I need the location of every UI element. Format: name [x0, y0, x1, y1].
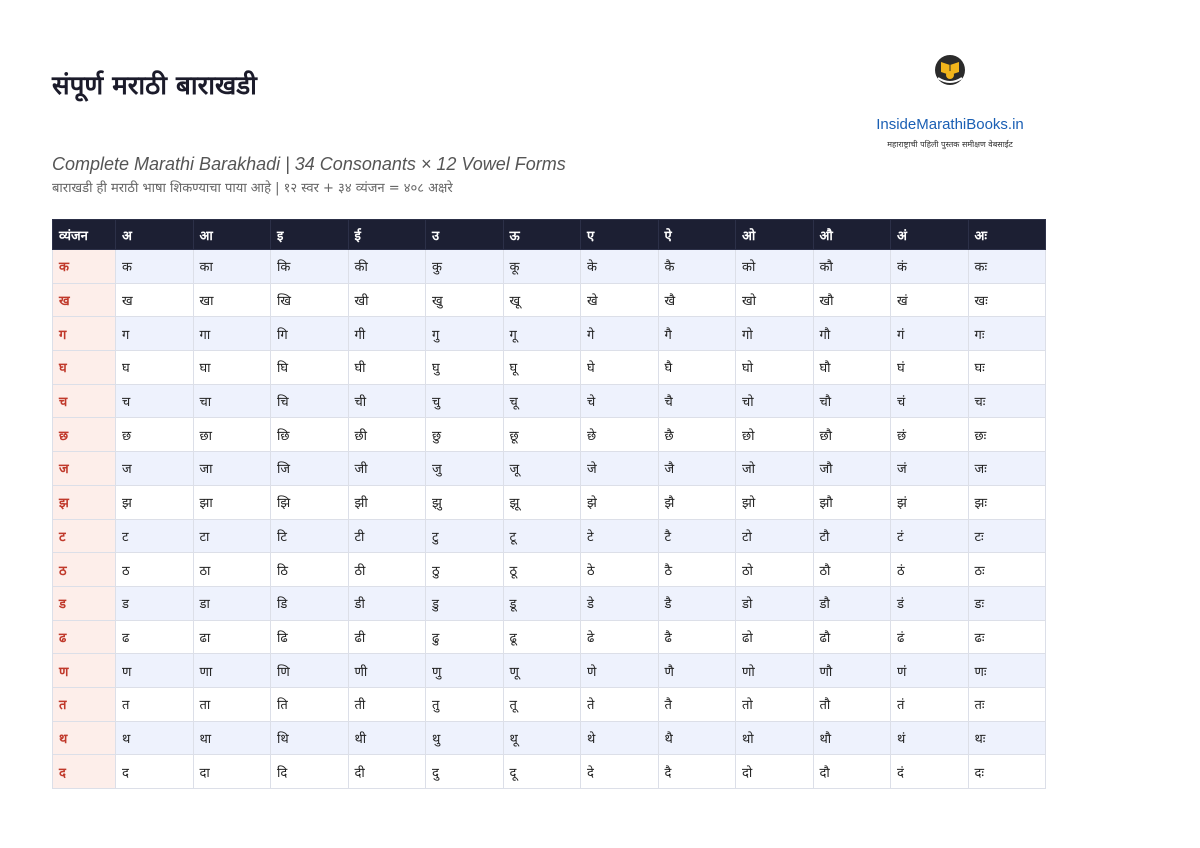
syllable-cell: ठो — [736, 553, 814, 587]
syllable-cell: तौ — [813, 687, 891, 721]
syllable-cell: टौ — [813, 519, 891, 553]
syllable-cell: गि — [271, 317, 349, 351]
consonant-cell: च — [53, 384, 116, 418]
consonant-cell: छ — [53, 418, 116, 452]
header-vowel: अः — [968, 220, 1046, 250]
syllable-cell: तो — [736, 687, 814, 721]
syllable-cell: णो — [736, 654, 814, 688]
syllable-cell: डा — [193, 586, 271, 620]
syllable-cell: ड — [116, 586, 194, 620]
syllable-cell: द — [116, 755, 194, 789]
syllable-cell: झं — [891, 485, 969, 519]
syllable-cell: खी — [348, 283, 426, 317]
syllable-cell: झू — [503, 485, 581, 519]
syllable-cell: तु — [426, 687, 504, 721]
consonant-cell: ढ — [53, 620, 116, 654]
syllable-cell: दः — [968, 755, 1046, 789]
syllable-cell: ढा — [193, 620, 271, 654]
syllable-cell: डं — [891, 586, 969, 620]
syllable-cell: डी — [348, 586, 426, 620]
table-row — [53, 384, 1046, 418]
header-vowel: ए — [581, 220, 659, 250]
syllable-cell: खु — [426, 283, 504, 317]
syllable-cell: छौ — [813, 418, 891, 452]
table-row — [53, 418, 1046, 452]
syllable-cell: थं — [891, 721, 969, 755]
syllable-cell: टी — [348, 519, 426, 553]
syllable-cell: डु — [426, 586, 504, 620]
syllable-cell: ढु — [426, 620, 504, 654]
syllable-cell: छ — [116, 418, 194, 452]
header-vowel: औ — [813, 220, 891, 250]
syllable-cell: खः — [968, 283, 1046, 317]
syllable-cell: ढी — [348, 620, 426, 654]
syllable-cell: छि — [271, 418, 349, 452]
syllable-cell: घं — [891, 351, 969, 385]
header-vowel: उ — [426, 220, 504, 250]
syllable-cell: कू — [503, 250, 581, 284]
syllable-cell: दि — [271, 755, 349, 789]
table-row — [53, 721, 1046, 755]
syllable-cell: णे — [581, 654, 659, 688]
header-vowel: ऊ — [503, 220, 581, 250]
syllable-cell: ग — [116, 317, 194, 351]
syllable-cell: झी — [348, 485, 426, 519]
syllable-cell: दौ — [813, 755, 891, 789]
syllable-cell: खौ — [813, 283, 891, 317]
syllable-cell: जा — [193, 452, 271, 486]
syllable-cell: चौ — [813, 384, 891, 418]
syllable-cell: टु — [426, 519, 504, 553]
syllable-cell: तै — [658, 687, 736, 721]
syllable-cell: छै — [658, 418, 736, 452]
syllable-cell: टः — [968, 519, 1046, 553]
syllable-cell: घि — [271, 351, 349, 385]
header-vowel: ओ — [736, 220, 814, 250]
syllable-cell: दा — [193, 755, 271, 789]
syllable-cell: डे — [581, 586, 659, 620]
syllable-cell: झु — [426, 485, 504, 519]
syllable-cell: थे — [581, 721, 659, 755]
syllable-cell: टू — [503, 519, 581, 553]
table-header-row — [53, 220, 1046, 250]
syllable-cell: णू — [503, 654, 581, 688]
header-consonant: व्यंजन — [53, 220, 116, 250]
syllable-cell: दै — [658, 755, 736, 789]
syllable-cell: ता — [193, 687, 271, 721]
syllable-cell: जु — [426, 452, 504, 486]
syllable-cell: जौ — [813, 452, 891, 486]
syllable-cell: के — [581, 250, 659, 284]
syllable-cell: त — [116, 687, 194, 721]
syllable-cell: छू — [503, 418, 581, 452]
syllable-cell: ठ — [116, 553, 194, 587]
syllable-cell: गं — [891, 317, 969, 351]
syllable-cell: णौ — [813, 654, 891, 688]
syllable-cell: दो — [736, 755, 814, 789]
syllable-cell: डः — [968, 586, 1046, 620]
syllable-cell: छा — [193, 418, 271, 452]
table-row — [53, 452, 1046, 486]
syllable-cell: ठे — [581, 553, 659, 587]
syllable-cell: डू — [503, 586, 581, 620]
syllable-cell: च — [116, 384, 194, 418]
syllable-cell: णै — [658, 654, 736, 688]
consonant-cell: क — [53, 250, 116, 284]
syllable-cell: जै — [658, 452, 736, 486]
consonant-cell: ज — [53, 452, 116, 486]
syllable-cell: कि — [271, 250, 349, 284]
site-link[interactable]: InsideMarathiBooks.in — [876, 116, 1024, 133]
syllable-cell: ढं — [891, 620, 969, 654]
syllable-cell: जः — [968, 452, 1046, 486]
header-vowel: इ — [271, 220, 349, 250]
syllable-cell: चे — [581, 384, 659, 418]
syllable-cell: थि — [271, 721, 349, 755]
syllable-cell: झि — [271, 485, 349, 519]
consonant-cell: ट — [53, 519, 116, 553]
syllable-cell: णि — [271, 654, 349, 688]
table-row — [53, 586, 1046, 620]
syllable-cell: छु — [426, 418, 504, 452]
syllable-cell: दू — [503, 755, 581, 789]
syllable-cell: छी — [348, 418, 426, 452]
syllable-cell: खू — [503, 283, 581, 317]
barakhadi-table — [52, 219, 1046, 789]
syllable-cell: चि — [271, 384, 349, 418]
consonant-cell: द — [53, 755, 116, 789]
syllable-cell: गै — [658, 317, 736, 351]
syllable-cell: कु — [426, 250, 504, 284]
table-row — [53, 620, 1046, 654]
syllable-cell: ढः — [968, 620, 1046, 654]
syllable-cell: चः — [968, 384, 1046, 418]
syllable-cell: घे — [581, 351, 659, 385]
syllable-cell: खि — [271, 283, 349, 317]
syllable-cell: ख — [116, 283, 194, 317]
english-subtitle: Complete Marathi Barakhadi | 34 Consonants × 12 Vowel Forms — [52, 154, 566, 174]
table-row — [53, 283, 1046, 317]
syllable-cell: था — [193, 721, 271, 755]
syllable-cell: खो — [736, 283, 814, 317]
syllable-cell: ढै — [658, 620, 736, 654]
syllable-cell: कः — [968, 250, 1046, 284]
syllable-cell: णा — [193, 654, 271, 688]
table-row — [53, 755, 1046, 789]
syllable-cell: ढो — [736, 620, 814, 654]
syllable-cell: चं — [891, 384, 969, 418]
header-vowel: आ — [193, 220, 271, 250]
syllable-cell: ढे — [581, 620, 659, 654]
syllable-cell: गे — [581, 317, 659, 351]
syllable-cell: को — [736, 250, 814, 284]
syllable-cell: ती — [348, 687, 426, 721]
consonant-cell: ठ — [53, 553, 116, 587]
syllable-cell: ठं — [891, 553, 969, 587]
consonant-cell: ड — [53, 586, 116, 620]
syllable-cell: ठौ — [813, 553, 891, 587]
syllable-cell: झै — [658, 485, 736, 519]
syllable-cell: गौ — [813, 317, 891, 351]
consonant-cell: झ — [53, 485, 116, 519]
syllable-cell: खे — [581, 283, 659, 317]
consonant-cell: ख — [53, 283, 116, 317]
syllable-cell: ठी — [348, 553, 426, 587]
syllable-cell: ते — [581, 687, 659, 721]
syllable-cell: ठि — [271, 553, 349, 587]
syllable-cell: थै — [658, 721, 736, 755]
syllable-cell: टै — [658, 519, 736, 553]
table-row — [53, 317, 1046, 351]
syllable-cell: ज — [116, 452, 194, 486]
syllable-cell: की — [348, 250, 426, 284]
syllable-cell: थू — [503, 721, 581, 755]
syllable-cell: झा — [193, 485, 271, 519]
syllable-cell: दं — [891, 755, 969, 789]
syllable-cell: डि — [271, 586, 349, 620]
syllable-cell: दु — [426, 755, 504, 789]
syllable-cell: डौ — [813, 586, 891, 620]
syllable-cell: चा — [193, 384, 271, 418]
syllable-cell: कौ — [813, 250, 891, 284]
syllable-cell: चू — [503, 384, 581, 418]
syllable-cell: का — [193, 250, 271, 284]
syllable-cell: ची — [348, 384, 426, 418]
syllable-cell: ढौ — [813, 620, 891, 654]
syllable-cell: छो — [736, 418, 814, 452]
syllable-cell: ठा — [193, 553, 271, 587]
syllable-cell: क — [116, 250, 194, 284]
syllable-cell: ट — [116, 519, 194, 553]
syllable-cell: चु — [426, 384, 504, 418]
syllable-cell: ठु — [426, 553, 504, 587]
syllable-cell: तू — [503, 687, 581, 721]
syllable-cell: घौ — [813, 351, 891, 385]
syllable-cell: घू — [503, 351, 581, 385]
table-row — [53, 519, 1046, 553]
syllable-cell: घः — [968, 351, 1046, 385]
syllable-cell: ण — [116, 654, 194, 688]
syllable-cell: खं — [891, 283, 969, 317]
syllable-cell: घ — [116, 351, 194, 385]
book-reader-logo-icon — [932, 50, 968, 86]
syllable-cell: थ — [116, 721, 194, 755]
syllable-cell: छे — [581, 418, 659, 452]
syllable-cell: चो — [736, 384, 814, 418]
consonant-cell: घ — [53, 351, 116, 385]
brand-block — [860, 50, 1040, 150]
consonant-cell: थ — [53, 721, 116, 755]
page-title: संपूर्ण मराठी बाराखडी — [52, 71, 257, 101]
syllable-cell: थो — [736, 721, 814, 755]
consonant-cell: ग — [53, 317, 116, 351]
site-tagline: महाराष्ट्राची पहिली पुस्तक समीक्षण वेबसाईट — [887, 140, 1013, 149]
table-row — [53, 687, 1046, 721]
syllable-cell: घा — [193, 351, 271, 385]
syllable-cell: गा — [193, 317, 271, 351]
table-row — [53, 654, 1046, 688]
syllable-cell: झ — [116, 485, 194, 519]
syllable-cell: थौ — [813, 721, 891, 755]
header-vowel: अ — [116, 220, 194, 250]
consonant-cell: ण — [53, 654, 116, 688]
syllable-cell: दी — [348, 755, 426, 789]
syllable-cell: णः — [968, 654, 1046, 688]
consonant-cell: त — [53, 687, 116, 721]
syllable-cell: ढ — [116, 620, 194, 654]
syllable-cell: तं — [891, 687, 969, 721]
table-row — [53, 351, 1046, 385]
syllable-cell: टो — [736, 519, 814, 553]
syllable-cell: जी — [348, 452, 426, 486]
syllable-cell: घु — [426, 351, 504, 385]
syllable-cell: जो — [736, 452, 814, 486]
table-row — [53, 250, 1046, 284]
syllable-cell: गी — [348, 317, 426, 351]
syllable-cell: खा — [193, 283, 271, 317]
syllable-cell: झौ — [813, 485, 891, 519]
header-vowel: ऐ — [658, 220, 736, 250]
syllable-cell: गू — [503, 317, 581, 351]
syllable-cell: ति — [271, 687, 349, 721]
syllable-cell: छः — [968, 418, 1046, 452]
header-vowel: अं — [891, 220, 969, 250]
syllable-cell: जे — [581, 452, 659, 486]
syllable-cell: दे — [581, 755, 659, 789]
marathi-subline: बाराखडी ही मराठी भाषा शिकण्याचा पाया आहे | १२ स्वर + ३४ व्यंजन = ४०८ अक्षरे — [52, 181, 453, 196]
syllable-cell: जू — [503, 452, 581, 486]
syllable-cell: कै — [658, 250, 736, 284]
syllable-cell: थी — [348, 721, 426, 755]
syllable-cell: टे — [581, 519, 659, 553]
syllable-cell: गः — [968, 317, 1046, 351]
syllable-cell: णं — [891, 654, 969, 688]
syllable-cell: घी — [348, 351, 426, 385]
syllable-cell: तः — [968, 687, 1046, 721]
syllable-cell: खै — [658, 283, 736, 317]
syllable-cell: झे — [581, 485, 659, 519]
syllable-cell: गो — [736, 317, 814, 351]
syllable-cell: डै — [658, 586, 736, 620]
syllable-cell: णी — [348, 654, 426, 688]
syllable-cell: टं — [891, 519, 969, 553]
syllable-cell: ठै — [658, 553, 736, 587]
syllable-cell: चै — [658, 384, 736, 418]
syllable-cell: थः — [968, 721, 1046, 755]
syllable-cell: टि — [271, 519, 349, 553]
syllable-cell: णु — [426, 654, 504, 688]
table-row — [53, 485, 1046, 519]
syllable-cell: ढू — [503, 620, 581, 654]
syllable-cell: टा — [193, 519, 271, 553]
syllable-cell: ठः — [968, 553, 1046, 587]
syllable-cell: घो — [736, 351, 814, 385]
syllable-cell: झः — [968, 485, 1046, 519]
syllable-cell: डो — [736, 586, 814, 620]
syllable-cell: ढि — [271, 620, 349, 654]
header-vowel: ई — [348, 220, 426, 250]
syllable-cell: कं — [891, 250, 969, 284]
syllable-cell: जि — [271, 452, 349, 486]
syllable-cell: झो — [736, 485, 814, 519]
syllable-cell: घै — [658, 351, 736, 385]
syllable-cell: छं — [891, 418, 969, 452]
syllable-cell: थु — [426, 721, 504, 755]
table-row — [53, 553, 1046, 587]
syllable-cell: ठू — [503, 553, 581, 587]
syllable-cell: गु — [426, 317, 504, 351]
syllable-cell: जं — [891, 452, 969, 486]
